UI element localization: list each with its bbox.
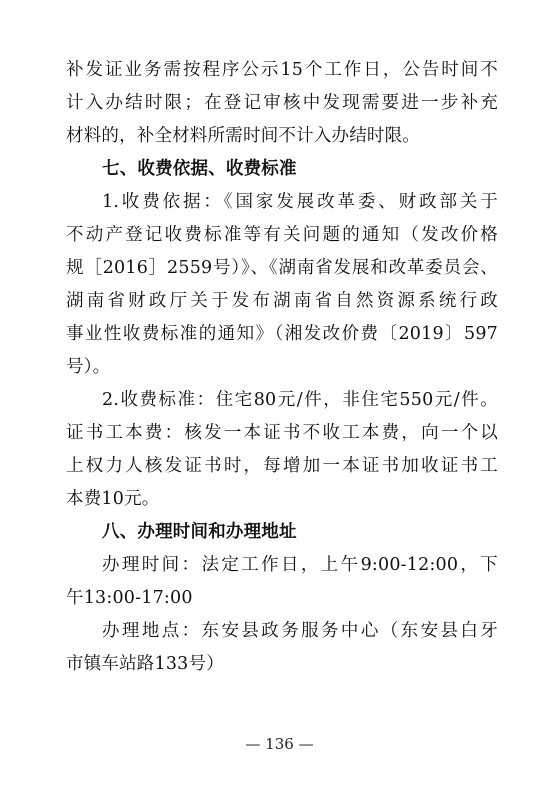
text-line: 市镇车站路133号） — [66, 654, 224, 674]
text-line: 午13:00-17:00 — [66, 588, 193, 608]
text-line: 规［2016］2559号）》、《湖南省发展和改革委员会、 — [66, 258, 498, 278]
text-line: 事业性收费标准的通知》（湘发改价费〔2019〕597 — [66, 324, 498, 344]
text-line: 湖南省财政厅关于发布湖南省自然资源系统行政 — [66, 291, 498, 311]
text-line: 号）。 — [66, 357, 111, 377]
text-line: 本费10元。 — [66, 489, 160, 509]
text-line: 证书工本费：核发一本证书不收工本费，向一个以 — [66, 423, 498, 443]
text-line: 材料的，补全材料所需时间不计入办结时限。 — [66, 126, 420, 146]
text-line: 办理时间：法定工作日，上午9:00-12:00，下 — [102, 555, 498, 575]
text-line: 1.收费依据：《国家发展改革委、财政部关于 — [102, 192, 498, 212]
section-heading-7: 七、收费依据、收费标准 — [102, 159, 297, 179]
document-body — [66, 54, 498, 681]
text-line: 补发证业务需按程序公示15个工作日，公告时间不 — [66, 60, 498, 80]
section-heading-8: 八、办理时间和办理地址 — [102, 522, 297, 542]
text-line: 上权力人核发证书时，每增加一本证书加收证书工 — [66, 456, 498, 476]
text-line: 办理地点：东安县政务服务中心（东安县白牙 — [102, 621, 498, 641]
text-line: 2.收费标准：住宅80元/件，非住宅550元/件。 — [102, 390, 498, 410]
page-number: — 136 — — [245, 735, 314, 753]
text-line: 计入办结时限；在登记审核中发现需要进一步补充 — [66, 93, 498, 113]
text-line: 不动产登记收费标准等有关问题的通知（发改价格 — [66, 225, 498, 245]
